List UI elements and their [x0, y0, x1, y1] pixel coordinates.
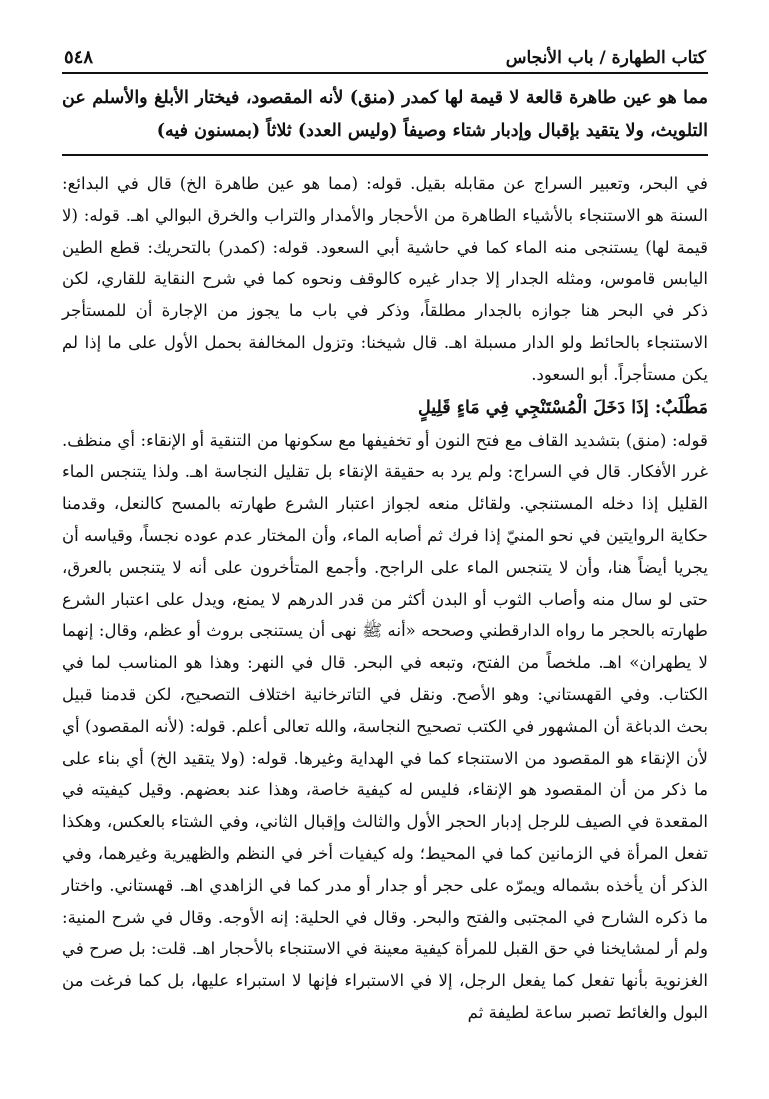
commentary	[62, 168, 708, 1029]
page-header	[62, 38, 708, 74]
page-number: ٥٤٨	[64, 47, 94, 68]
section-heading: مَطْلَبٌ: إذَا دَخَلَ الْمُسْتَنْجِي فِي مَاءٍ قَلِيلٍ	[417, 397, 708, 418]
main-text	[62, 82, 708, 156]
running-title: كتاب الطهارة / باب الأنجاس	[505, 48, 706, 68]
main-text-line-2: عن التلويث، ولا يتقيد بإقبال وإدبار شتاء وصيفاً (وليس العدد) ثلاثاً (بمسنون فيه)	[62, 88, 708, 141]
commentary-paragraph-2: قوله: (منق) بتشديد القاف مع فتح النون أو تخفيفها مع سكونها من التنقية أو الإنقاء: أي منظف. غرر الأفكار. قال في السراج: ولم يرد به حقيقة الإنقاء بل تقليل النجاسة اهـ. ولذا يتنجس الماء القليل إذا دخله المستنجي. ولقائل منعه لجواز اعتبار الشرع طهارته بالمسح كالنعل، وقدمنا حكاية الروايتين في نحو المنيّ إذا فرك ثم أصابه الماء، وأن المختار عدم عوده نجساً، وقياسه أن يجريا أيضاً هنا، وأن لا يتنجس الماء على الراجح. وأجمع المتأخرون على أنه لا يتنجس بالعرق، حتى لو سال منه وأصاب الثوب أو البدن أكثر من قدر الدرهم لا يمنع، ويدل على اعتبار الشرع طهارته بالحجر ما رواه الدارقطني وصححه «أنه ﷺ نهى أن يستنجى بروث أو عظم، وقال: إنهما لا يطهران» اهـ. ملخصاً من الفتح، وتبعه في البحر. قال في النهر: وهذا هو المناسب لما في الكتاب. وفي القهستاني: وهو الأصح. ونقل في التاترخانية اختلاف التصحيح، لكن قدمنا قبيل بحث الدباغة أن المشهور في الكتب تصحيح النجاسة، والله تعالى أعلم. قوله: (لأنه المقصود) أي لأن الإنقاء هو المقصود من الاستنجاء كما في الهداية وغيرها. قوله: (ولا يتقيد الخ) أي بناء على ما ذكر من أن المقصود هو الإنقاء، فليس له كيفية خاصة، وهذا عند بعضهم. وقيل كيفيته في المقعدة في الصيف للرجل إدبار الحجر الأول والثالث وإقبال الثاني، وفي الشتاء بالعكس، وهكذا تفعل المرأة في الزمانين كما في المحيط؛ وله كيفيات أخر في النظم والظهيرية وغيرهما، وفي الذكر أن يأخذه بشماله ويمرّه على حجر أو جدار أو مدر كما في الزاهدي اهـ. قهستاني. واختار ما ذكره الشارح في المجتبى والفتح والبحر. وقال في الحلية: إنه الأوجه. وقال في شرح المنية: ولم أر لمشايخنا في حق القبل للمرأة كيفية معينة في الاستنجاء بالأحجار اهـ. قلت: بل صرح في الغزنوية بأنها تفعل كما يفعل الرجل، إلا في الاستبراء فإنها لا استبراء عليها، بل كما فرغت من البول والغائط تصبر ساعة لطيفة ثم	[62, 430, 708, 1022]
commentary-paragraph-1: في البحر، وتعبير السراج عن مقابله بقيل. قوله: (مما هو عين طاهرة الخ) قال في البدائع: السنة هو الاستنجاء بالأشياء الطاهرة من الأحجار والأمدار والتراب والخرق البوالي اهـ. قوله: (لا قيمة لها) يستنجى منه الماء كما في حاشية أبي السعود. قوله: (كمدر) بالتحريك: قطع الطين اليابس قاموس، ومثله الجدار إلا جدار غيره كالوقف ونحوه كما في شرح النقاية للقاري، لكن ذكر في البحر هنا جوازه بالجدار مطلقاً، وذكر في باب ما يجوز من الإجارة أن للمستأجر الاستنجاء بالحائط ولو الدار مسبلة اهـ. قال شيخنا: وتزول المخالفة بحمل الأول على ما إذا لم يكن مستأجراً. أبو السعود.	[62, 174, 708, 384]
document-page	[62, 38, 708, 1083]
main-text-line-1: مما هو عين طاهرة قالعة لا قيمة لها كمدر (منق) لأنه المقصود، فيختار الأبلغ والأسلم	[92, 88, 708, 108]
